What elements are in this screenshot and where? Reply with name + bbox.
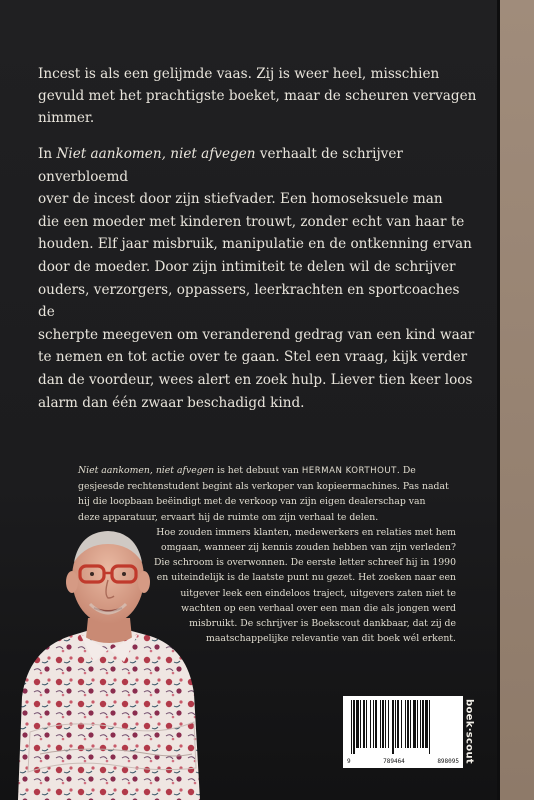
barcode-bar bbox=[417, 700, 418, 748]
bio-line: en uiteindelijk is de laatste punt nu gezet. Het zoeken naar een bbox=[156, 572, 456, 584]
blurb-line: die een moeder met kinderen trouwt, zonder echt van haar te bbox=[38, 213, 465, 230]
bio-line: Niet aankomen, niet afvegen is het debuut van HERMAN KORTHOUT. De bbox=[78, 465, 416, 476]
barcode-bar bbox=[353, 700, 355, 754]
blurb-line: te nemen en tot actie over te gaan. Stel een vraag, kijk verder bbox=[38, 349, 468, 366]
blurb-line: scherpte meegeven om veranderend gedrag van een kind waar bbox=[38, 326, 475, 343]
blurb-line: alarm dan één zwaar beschadigd kind. bbox=[38, 394, 305, 411]
barcode-bar bbox=[422, 700, 424, 748]
barcode-bar bbox=[360, 700, 361, 748]
opening-line: gevuld met het prachtigste boeket, maar de scheuren vervagen bbox=[38, 88, 477, 104]
barcode-bar bbox=[380, 700, 381, 748]
barcode-bar bbox=[429, 700, 430, 754]
bio-line: omgaan, wanneer zij kennis zouden hebben van zijn verleden? bbox=[161, 542, 456, 554]
isbn-first-digit: 9 bbox=[347, 758, 351, 765]
opening-line: nimmer. bbox=[38, 110, 95, 126]
blurb-line: ouders, verzorgers, oppassers, leerkrachten en sportcoaches de bbox=[38, 281, 460, 321]
barcode-bar bbox=[373, 700, 374, 748]
isbn-number bbox=[347, 758, 459, 765]
bio-line: misbruikt. De schrijver is Boekscout dankbaar, dat zij de bbox=[189, 618, 456, 630]
barcode-bar bbox=[413, 700, 416, 748]
barcode-bar bbox=[366, 700, 367, 748]
bio-line: Hoe zouden immers klanten, medewerkers en relaties met hem bbox=[156, 526, 456, 538]
bio-line: maatschappelijke relevantie van dit boek wél erkent. bbox=[206, 633, 456, 645]
barcode-bar bbox=[401, 700, 402, 748]
barcode-bar bbox=[420, 700, 421, 748]
blurb-line: dan de voordeur, wees alert en zoek hulp. Liever tien keer loos bbox=[38, 371, 473, 388]
isbn-group-right: 898095 bbox=[437, 758, 459, 765]
barcode-bar bbox=[356, 700, 359, 748]
author-portrait bbox=[10, 522, 210, 800]
bio-line: Die schroom is overwonnen. De eerste letter schreef hij in 1990 bbox=[153, 557, 456, 569]
barcode-bar bbox=[382, 700, 384, 748]
blurb-line: door de moeder. Door zijn intimiteit te delen wil de schrijver bbox=[38, 258, 456, 275]
barcode-bar bbox=[392, 700, 394, 754]
barcode-bar bbox=[397, 700, 399, 748]
bio-line: hij die loopbaan beëindigt met de verkoop van zijn eigen dealerschap van bbox=[78, 496, 426, 508]
bio-line: gesjeesde rechtenstudent begint als verkoper van kopieermachines. Pas nadat bbox=[78, 481, 449, 493]
barcode-bar bbox=[407, 700, 409, 748]
barcode-bar bbox=[425, 700, 428, 748]
barcode-bar bbox=[363, 700, 365, 748]
opening-quote bbox=[38, 63, 478, 129]
barcode-bar bbox=[388, 700, 389, 748]
isbn-barcode bbox=[343, 696, 463, 768]
barcode-bars bbox=[347, 700, 459, 754]
blurb-line: houden. Elf jaar misbruik, manipulatie en de ontkenning ervan bbox=[38, 236, 472, 253]
isbn-group-left: 789464 bbox=[383, 758, 405, 765]
bio-line: uitgever leek een eindeloos traject, uitgevers zaten niet te bbox=[180, 587, 456, 599]
barcode-bar bbox=[410, 700, 411, 748]
publisher-logo bbox=[462, 694, 476, 772]
barcode-bar bbox=[370, 700, 371, 748]
barcode-bar bbox=[395, 700, 396, 748]
blurb-line: over de incest door zijn stiefvader. Een homoseksuele man bbox=[38, 191, 443, 208]
barcode-bar bbox=[385, 700, 386, 748]
publisher-name: boek·scout bbox=[463, 699, 475, 764]
barcode-bar bbox=[405, 700, 406, 748]
book-spine bbox=[500, 0, 534, 800]
blurb-paragraph bbox=[38, 143, 480, 414]
bio-line: wachten op een verhaal over een man die als jongen werd bbox=[181, 602, 456, 614]
bio-book-title: Niet aankomen, niet afvegen bbox=[78, 465, 215, 476]
opening-line: Incest is als een gelijmde vaas. Zij is weer heel, misschien bbox=[38, 66, 440, 82]
barcode-bar bbox=[375, 700, 377, 748]
bio-line: deze apparatuur, ervaart hij de ruimte om zijn verhaal te delen. bbox=[78, 511, 379, 523]
blurb-line: In Niet aankomen, niet afvegen verhaalt de schrijver onverbloemd bbox=[38, 146, 403, 185]
book-title: Niet aankomen, niet afvegen bbox=[56, 146, 256, 162]
author-name: HERMAN KORTHOUT bbox=[301, 466, 397, 476]
barcode-bar bbox=[351, 700, 352, 754]
